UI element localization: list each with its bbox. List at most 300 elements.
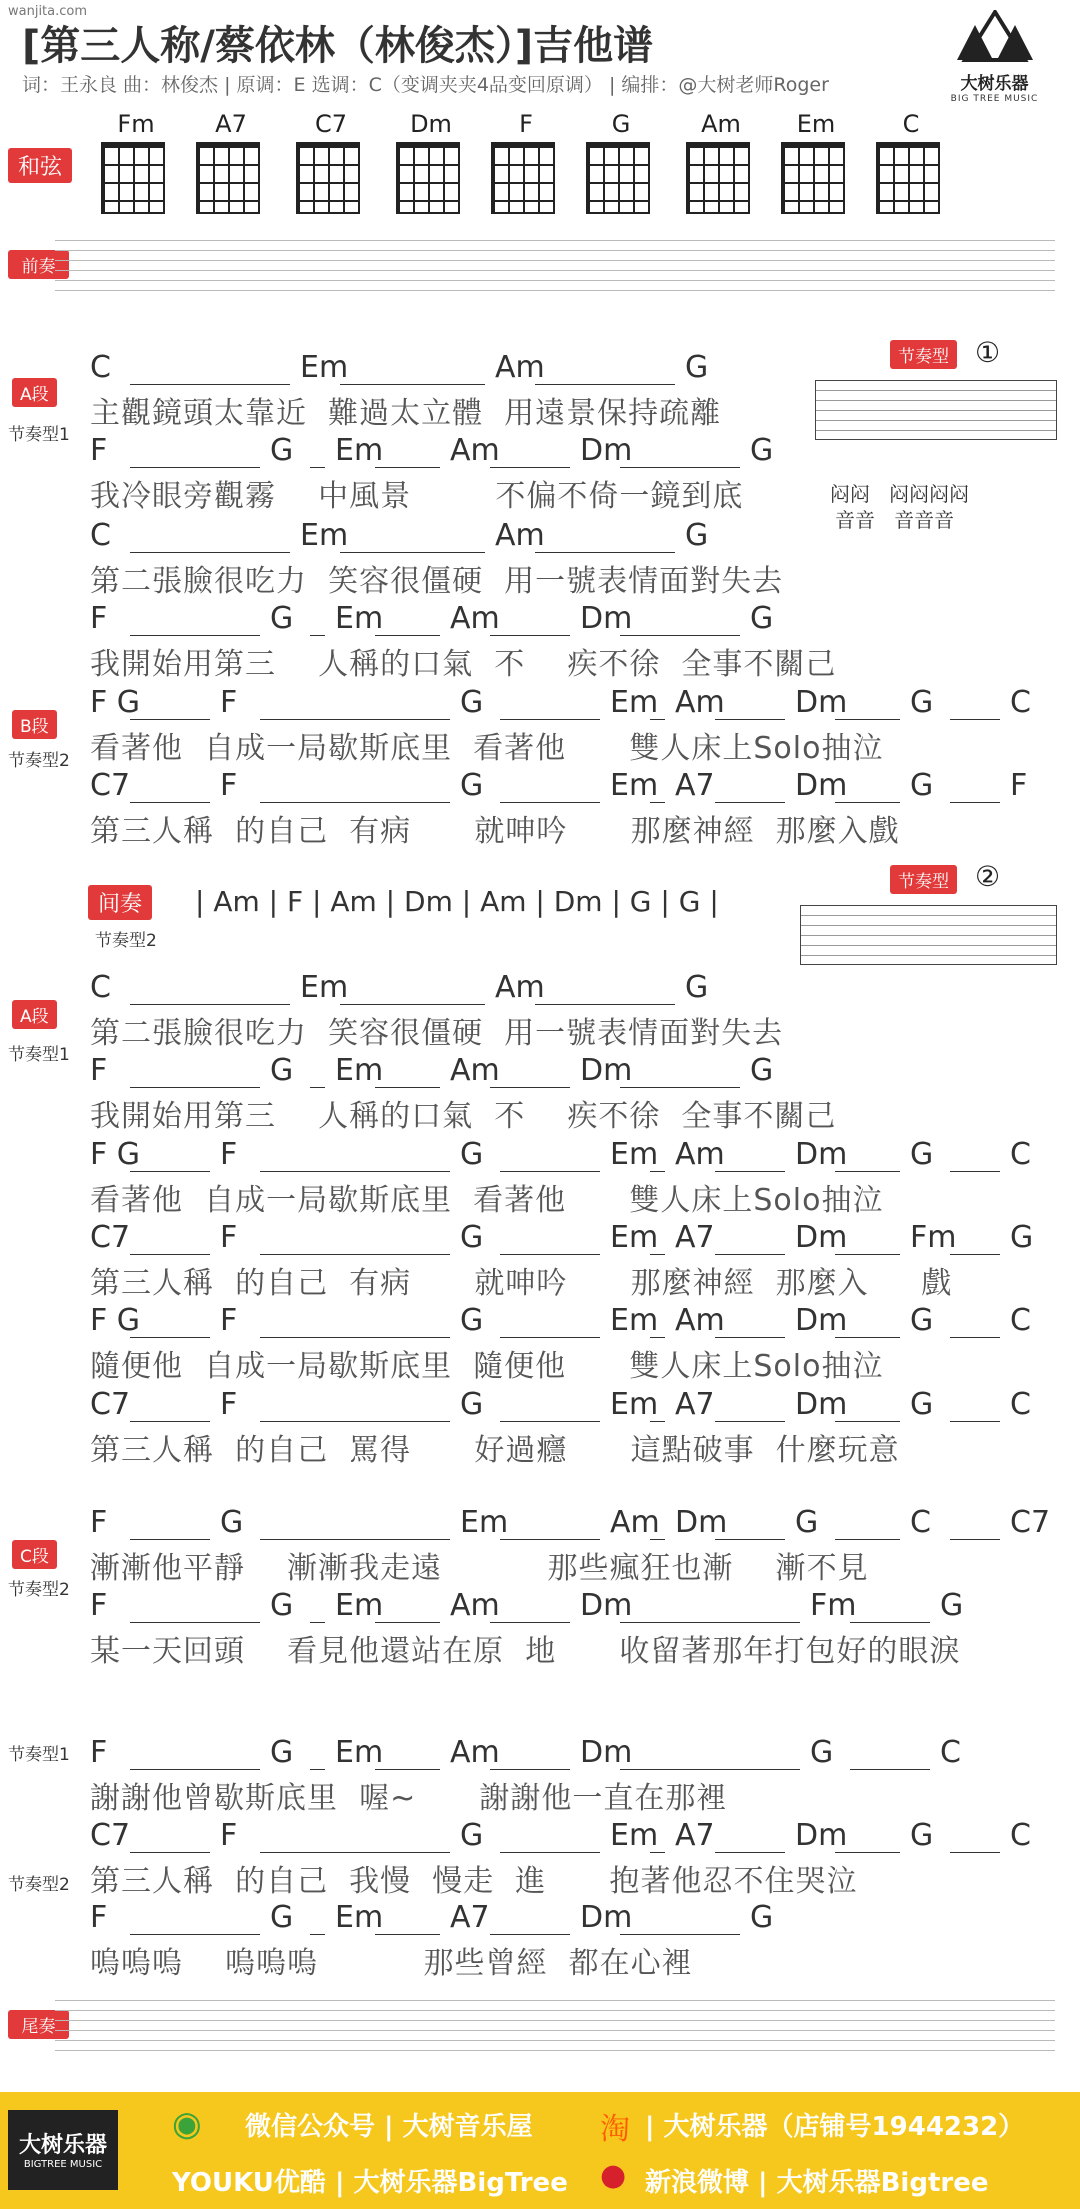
section-b-pattern: 节奏型2 [8, 751, 70, 771]
chord-label: G [460, 1818, 484, 1853]
chord-duration-line [490, 467, 570, 468]
chord-label: G [460, 1220, 484, 1255]
chord-label: G [460, 685, 484, 720]
chord-diagram [870, 110, 952, 220]
syllable: 音 [894, 508, 915, 532]
footer-banner [0, 2092, 1080, 2209]
chord-label: G [685, 970, 709, 1005]
chord-label: C [90, 970, 111, 1005]
chord-label: C [1010, 1387, 1031, 1422]
chord-label: G [685, 518, 709, 553]
chord-duration-line [310, 635, 325, 636]
chord-label: Fm [910, 1220, 957, 1255]
chord-label: Em [300, 970, 349, 1005]
syllable: 闷 [949, 482, 970, 506]
section-c-pattern: 节奏型2 [8, 1580, 70, 1600]
chord-diagram [290, 110, 372, 220]
chord-fretboard [586, 142, 650, 214]
lyric-line: 嗚嗚嗚 嗚嗚嗚 那些曾經 都在心裡 [90, 1946, 693, 1981]
chord-duration-line [650, 1337, 665, 1338]
chord-name: F [519, 110, 533, 138]
chord-duration-line [490, 1087, 570, 1088]
chord-duration-line [130, 1254, 210, 1255]
interlude-chord-bar: | Am | F | Am | Dm | Am | Dm | G | G | [195, 885, 719, 918]
chord-duration-line [650, 1852, 665, 1853]
chord-diagram [390, 110, 472, 220]
chord-label: C7 [1010, 1505, 1051, 1540]
site-watermark: wanjita.com [8, 4, 88, 19]
chord-duration-line [535, 1004, 675, 1005]
chord-duration-line [375, 1934, 440, 1935]
chord-label: C [1010, 1818, 1031, 1853]
footer-wechat[interactable]: 微信公众号 | 大树音乐屋 [245, 2112, 533, 2142]
chord-duration-line [850, 1769, 930, 1770]
chord-name: G [611, 110, 631, 138]
chord-duration-line [650, 1539, 665, 1540]
chord-duration-line [130, 635, 260, 636]
chord-diagram [95, 110, 177, 220]
section-a-badge: A段 [12, 378, 57, 407]
footer-logo [8, 2110, 118, 2190]
chord-duration-line [260, 802, 450, 803]
chord-label: G [460, 1387, 484, 1422]
chord-duration-line [835, 1171, 900, 1172]
chord-label: Am [450, 1588, 500, 1623]
chord-label: Dm [795, 685, 848, 720]
chord-duration-line [375, 635, 440, 636]
section-c-badge: C段 [12, 1540, 57, 1569]
chord-fretboard [686, 142, 750, 214]
chord-duration-line [130, 1852, 210, 1853]
chord-label: G [750, 1900, 774, 1935]
chord-label: G [910, 1818, 934, 1853]
chord-label: A7 [675, 768, 715, 803]
syllable: 音 [835, 508, 855, 532]
chord-label: C7 [90, 1818, 131, 1853]
lyric-line: 看著他 自成一局歇斯底里 看著他 雙人床上Solo抽泣 [90, 731, 884, 766]
chord-duration-line [490, 635, 570, 636]
chord-label: Am [450, 433, 500, 468]
chord-duration-line [260, 1421, 450, 1422]
tree-logo-icon [955, 10, 1035, 65]
chord-label: Am [610, 1505, 660, 1540]
lyric-line: 第二張臉很吃力 笑容很僵硬 用一號表情面對失去 [90, 1016, 784, 1051]
chord-duration-line [375, 1769, 440, 1770]
chord-label: Em [300, 350, 349, 385]
chord-duration-line [340, 384, 485, 385]
chord-duration-line [310, 1622, 325, 1623]
chord-duration-line [310, 467, 325, 468]
chord-duration-line [835, 1337, 900, 1338]
chord-label: Em [610, 1303, 659, 1338]
syllable: 音 [914, 508, 935, 532]
chord-label: G [910, 768, 934, 803]
chord-duration-line [835, 1421, 900, 1422]
chord-label: F [1010, 768, 1028, 803]
lyric-line: 主觀鏡頭太靠近 難過太立體 用遠景保持疏離 [90, 396, 722, 431]
chord-duration-line [130, 1934, 260, 1935]
chord-label: G [910, 1387, 934, 1422]
chord-line [90, 1387, 1050, 1421]
chord-duration-line [620, 1769, 800, 1770]
chord-label: F G [90, 1303, 141, 1338]
chord-label: Em [460, 1505, 509, 1540]
chord-diagram [680, 110, 762, 220]
chord-duration-line [260, 1539, 450, 1540]
chord-label: G [940, 1588, 964, 1623]
prelude-badge: 前奏 [8, 250, 69, 279]
chord-label: Em [335, 601, 384, 636]
lyric-line: 第二張臉很吃力 笑容很僵硬 用一號表情面對失去 [90, 564, 784, 599]
chord-duration-line [620, 1934, 740, 1935]
chord-duration-line [130, 1171, 210, 1172]
chord-duration-line [260, 1171, 450, 1172]
chord-duration-line [535, 552, 675, 553]
chord-line [90, 1137, 1050, 1171]
chord-duration-line [500, 1337, 600, 1338]
chord-label: G [1010, 1220, 1034, 1255]
chord-label: Dm [795, 1303, 848, 1338]
chord-label: F [220, 685, 238, 720]
pattern-1-badge: 节奏型 [890, 340, 957, 369]
chord-label: F [90, 1053, 108, 1088]
chord-label: Dm [795, 1220, 848, 1255]
chord-label: C7 [90, 768, 131, 803]
chord-label: Dm [580, 601, 633, 636]
lyric-line: 看著他 自成一局歇斯底里 看著他 雙人床上Solo抽泣 [90, 1183, 884, 1218]
chord-label: Em [300, 518, 349, 553]
chord-label: F [220, 1818, 238, 1853]
chord-label: Em [335, 1588, 384, 1623]
chord-name: Em [796, 110, 836, 138]
chord-duration-line [950, 802, 1000, 803]
chord-fretboard [101, 142, 165, 214]
chord-duration-line [715, 802, 785, 803]
chord-fretboard [876, 142, 940, 214]
chord-line [90, 1220, 1050, 1254]
chord-label: G [910, 685, 934, 720]
chord-duration-line [500, 1171, 600, 1172]
chord-duration-line [650, 719, 665, 720]
chord-duration-line [375, 467, 440, 468]
brand-logo [937, 10, 1052, 110]
chord-duration-line [130, 802, 210, 803]
chord-name: C7 [314, 110, 348, 138]
chord-duration-line [835, 1539, 900, 1540]
chord-duration-line [650, 1254, 665, 1255]
chord-label: G [750, 601, 774, 636]
chord-label: Em [610, 1818, 659, 1853]
chord-line [90, 1818, 1050, 1852]
chord-duration-line [715, 1254, 785, 1255]
chord-diagram [485, 110, 567, 220]
chord-duration-line [130, 384, 290, 385]
chord-label: Dm [580, 1053, 633, 1088]
chord-duration-line [260, 1852, 450, 1853]
chord-label: C7 [90, 1220, 131, 1255]
chord-label: G [685, 350, 709, 385]
chord-fretboard [196, 142, 260, 214]
chord-duration-line [620, 1622, 800, 1623]
chord-label: F [90, 433, 108, 468]
chord-duration-line [715, 1421, 785, 1422]
chord-duration-line [715, 1171, 785, 1172]
chord-label: F [90, 1505, 108, 1540]
chord-label: Am [450, 1053, 500, 1088]
lyric-line: 我冷眼旁觀霧 中風景 不偏不倚一鏡到底 [90, 479, 744, 514]
chord-label: C7 [90, 1387, 131, 1422]
chord-duration-line [130, 552, 290, 553]
chord-line [90, 1900, 1050, 1934]
chord-label: C [1010, 685, 1031, 720]
chord-label: C [1010, 1303, 1031, 1338]
chord-duration-line [715, 1852, 785, 1853]
chord-duration-line [500, 1421, 600, 1422]
chord-fretboard [491, 142, 555, 214]
chord-label: G [750, 1053, 774, 1088]
lyric-line: 第三人稱 的自己 我慢 慢走 進 抱著他忍不住哭泣 [90, 1864, 858, 1899]
chord-label: Am [675, 1137, 725, 1172]
chord-label: F [220, 1137, 238, 1172]
chord-label: Em [610, 1387, 659, 1422]
chord-label: G [460, 1137, 484, 1172]
chord-fretboard [396, 142, 460, 214]
chord-duration-line [620, 635, 740, 636]
chord-duration-line [950, 1852, 1000, 1853]
chord-label: Dm [580, 1735, 633, 1770]
chord-line [90, 685, 1050, 719]
chord-duration-line [260, 719, 450, 720]
chord-duration-line [835, 1254, 900, 1255]
chord-name: C [902, 110, 920, 138]
weibo-icon: ● [600, 2158, 627, 2193]
chord-line [90, 518, 1050, 552]
chord-label: F [220, 768, 238, 803]
chord-section-badge: 和弦 [8, 148, 72, 183]
chord-label: Dm [580, 1588, 633, 1623]
chord-label: F G [90, 685, 141, 720]
chord-fretboard [296, 142, 360, 214]
chord-line [90, 1053, 1050, 1087]
chord-duration-line [490, 1622, 570, 1623]
chord-label: Dm [795, 1818, 848, 1853]
chord-duration-line [130, 1539, 210, 1540]
chord-name: Am [701, 110, 741, 138]
chord-duration-line [500, 1539, 600, 1540]
chord-diagram [190, 110, 272, 220]
pattern-2-badge: 节奏型 [890, 865, 957, 894]
pattern-2-number: ② [975, 860, 1001, 893]
chord-label: F [90, 601, 108, 636]
chord-duration-line [950, 1421, 1000, 1422]
chord-label: Am [675, 1303, 725, 1338]
lyric-line: 隨便他 自成一局歇斯底里 隨便他 雙人床上Solo抽泣 [90, 1349, 884, 1384]
chord-label: Dm [580, 1900, 633, 1935]
chord-label: Dm [795, 1137, 848, 1172]
chord-duration-line [835, 802, 900, 803]
chord-diagram [775, 110, 857, 220]
chord-label: F [90, 1735, 108, 1770]
chord-line [90, 1303, 1050, 1337]
chord-label: Em [335, 1735, 384, 1770]
chord-duration-line [130, 1087, 260, 1088]
lyric-line: 漸漸他平靜 漸漸我走遠 那些瘋狂也漸 漸不見 [90, 1551, 869, 1586]
chord-label: Em [610, 1137, 659, 1172]
chord-duration-line [950, 719, 1000, 720]
section-b-badge: B段 [12, 710, 57, 739]
chord-label: C [90, 350, 111, 385]
footer-logo-name: 大树乐器 [18, 2133, 107, 2158]
chord-label: G [270, 1900, 294, 1935]
footer-logo-en: BIGTREE MUSIC [23, 2159, 103, 2170]
chord-fretboard [781, 142, 845, 214]
chord-label: A7 [450, 1900, 490, 1935]
lyric-line: 第三人稱 的自己 有病 就呻吟 那麼神經 那麼入 戲 [90, 1266, 953, 1301]
chord-duration-line [130, 1421, 210, 1422]
syllable: 音 [934, 508, 955, 532]
chord-label: C [90, 518, 111, 553]
chord-line [90, 1505, 1050, 1539]
chord-label: Em [610, 768, 659, 803]
chord-label: G [460, 1303, 484, 1338]
chord-duration-line [650, 1421, 665, 1422]
chord-diagram [580, 110, 662, 220]
syllable: 闷 [850, 482, 870, 506]
footer-youku[interactable]: YOUKU优酷 | 大树乐器BigTree [172, 2168, 568, 2198]
ending-pattern-1: 节奏型1 [8, 1745, 70, 1765]
page-title: [第三人称/蔡依林（林俊杰）]吉他谱 [22, 23, 654, 69]
chord-label: G [810, 1735, 834, 1770]
chord-label: Am [495, 518, 545, 553]
chord-duration-line [850, 1622, 930, 1623]
chord-line [90, 1588, 1050, 1622]
outro-tab-staff [55, 2000, 1055, 2060]
chord-duration-line [950, 1171, 1000, 1172]
lyric-line: 謝謝他曾歇斯底里 喔~ 謝謝他一直在那裡 [90, 1781, 728, 1816]
chord-duration-line [715, 1337, 785, 1338]
lyric-line: 第三人稱 的自己 罵得 好過癮 這點破事 什麼玩意 [90, 1433, 900, 1468]
chord-duration-line [950, 1539, 1000, 1540]
chord-line [90, 601, 1050, 635]
chord-label: Dm [675, 1505, 728, 1540]
chord-label: G [910, 1303, 934, 1338]
chord-label: Dm [795, 768, 848, 803]
chord-label: G [220, 1505, 244, 1540]
pattern-2-rhythm [800, 905, 1057, 965]
chord-duration-line [650, 1171, 665, 1172]
chord-line [90, 768, 1050, 802]
chord-label: Am [450, 1735, 500, 1770]
chord-duration-line [490, 1934, 570, 1935]
chord-duration-line [260, 1337, 450, 1338]
chord-label: F [90, 1588, 108, 1623]
chord-duration-line [950, 1254, 1000, 1255]
chord-duration-line [715, 719, 785, 720]
chord-duration-line [375, 1087, 440, 1088]
footer-weibo[interactable]: 新浪微博 | 大树乐器Bigtree [645, 2168, 989, 2198]
chord-label: Am [450, 601, 500, 636]
interlude-badge: 间奏 [88, 885, 152, 920]
chord-label: Am [495, 970, 545, 1005]
chord-duration-line [130, 1622, 260, 1623]
syllable: 音 [855, 508, 875, 532]
chord-label: F [220, 1220, 238, 1255]
chord-name: A7 [215, 110, 247, 138]
syllable: 闷 [909, 482, 930, 506]
chord-line [90, 433, 1050, 467]
chord-duration-line [130, 1769, 260, 1770]
lyric-line: 我開始用第三 人稱的口氣 不 疾不徐 全事不關己 [90, 1099, 837, 1134]
logo-subtitle: BIG TREE MUSIC [950, 94, 1039, 104]
chord-duration-line [310, 1087, 325, 1088]
chord-label: A7 [675, 1387, 715, 1422]
chord-line [90, 970, 1050, 1004]
chord-label: G [910, 1137, 934, 1172]
prelude-tab-staff [55, 240, 1055, 300]
chord-label: G [795, 1505, 819, 1540]
chord-label: C [910, 1505, 931, 1540]
chord-label: Fm [810, 1588, 857, 1623]
ending-pattern-2: 节奏型2 [8, 1875, 70, 1895]
pattern-1-number: ① [975, 336, 1001, 369]
chord-label: Em [610, 1220, 659, 1255]
chord-label: G [270, 1053, 294, 1088]
footer-taobao[interactable]: | 大树乐器（店铺号1944232） [645, 2112, 1025, 2142]
chord-line [90, 1735, 1050, 1769]
chord-duration-line [835, 1852, 900, 1853]
chord-duration-line [500, 1254, 600, 1255]
chord-label: C [940, 1735, 961, 1770]
chord-label: Em [335, 1900, 384, 1935]
wechat-icon: ◉ [172, 2104, 202, 2144]
chord-label: G [270, 1588, 294, 1623]
chord-label: G [270, 433, 294, 468]
syllable: 闷 [889, 482, 910, 506]
chord-duration-line [310, 1934, 325, 1935]
chord-label: G [460, 768, 484, 803]
song-credits: 词：王永良 曲：林俊杰 | 原调：E 选调：C（变调夹夹4品变回原调） | 编排：@大树老师Roger [22, 74, 829, 96]
chord-duration-line [490, 1769, 570, 1770]
section-a2-pattern: 节奏型1 [8, 1045, 70, 1065]
outro-badge: 尾奏 [8, 2010, 69, 2039]
chord-duration-line [130, 1004, 290, 1005]
chord-label: F [90, 1900, 108, 1935]
chord-duration-line [130, 719, 210, 720]
chord-duration-line [835, 719, 900, 720]
chord-duration-line [715, 1539, 785, 1540]
section-a2-badge: A段 [12, 1000, 57, 1029]
chord-duration-line [130, 1337, 210, 1338]
lyric-line: 我開始用第三 人稱的口氣 不 疾不徐 全事不關己 [90, 647, 837, 682]
chord-name: Fm [117, 110, 155, 138]
chord-duration-line [500, 802, 600, 803]
lyric-line: 某一天回頭 看見他還站在原 地 收留著那年打包好的眼淚 [90, 1634, 961, 1669]
chord-duration-line [950, 1337, 1000, 1338]
chord-duration-line [375, 1622, 440, 1623]
chord-duration-line [340, 552, 485, 553]
chord-duration-line [260, 1254, 450, 1255]
chord-label: A7 [675, 1818, 715, 1853]
chord-duration-line [620, 1087, 740, 1088]
chord-label: Em [335, 1053, 384, 1088]
chord-label: Dm [795, 1387, 848, 1422]
chord-label: G [750, 433, 774, 468]
chord-name: Dm [410, 110, 452, 138]
lyric-line: 第三人稱 的自己 有病 就呻吟 那麼神經 那麼入戲 [90, 814, 900, 849]
chord-label: Am [495, 350, 545, 385]
chord-label: Em [610, 685, 659, 720]
syllable: 闷 [929, 482, 950, 506]
